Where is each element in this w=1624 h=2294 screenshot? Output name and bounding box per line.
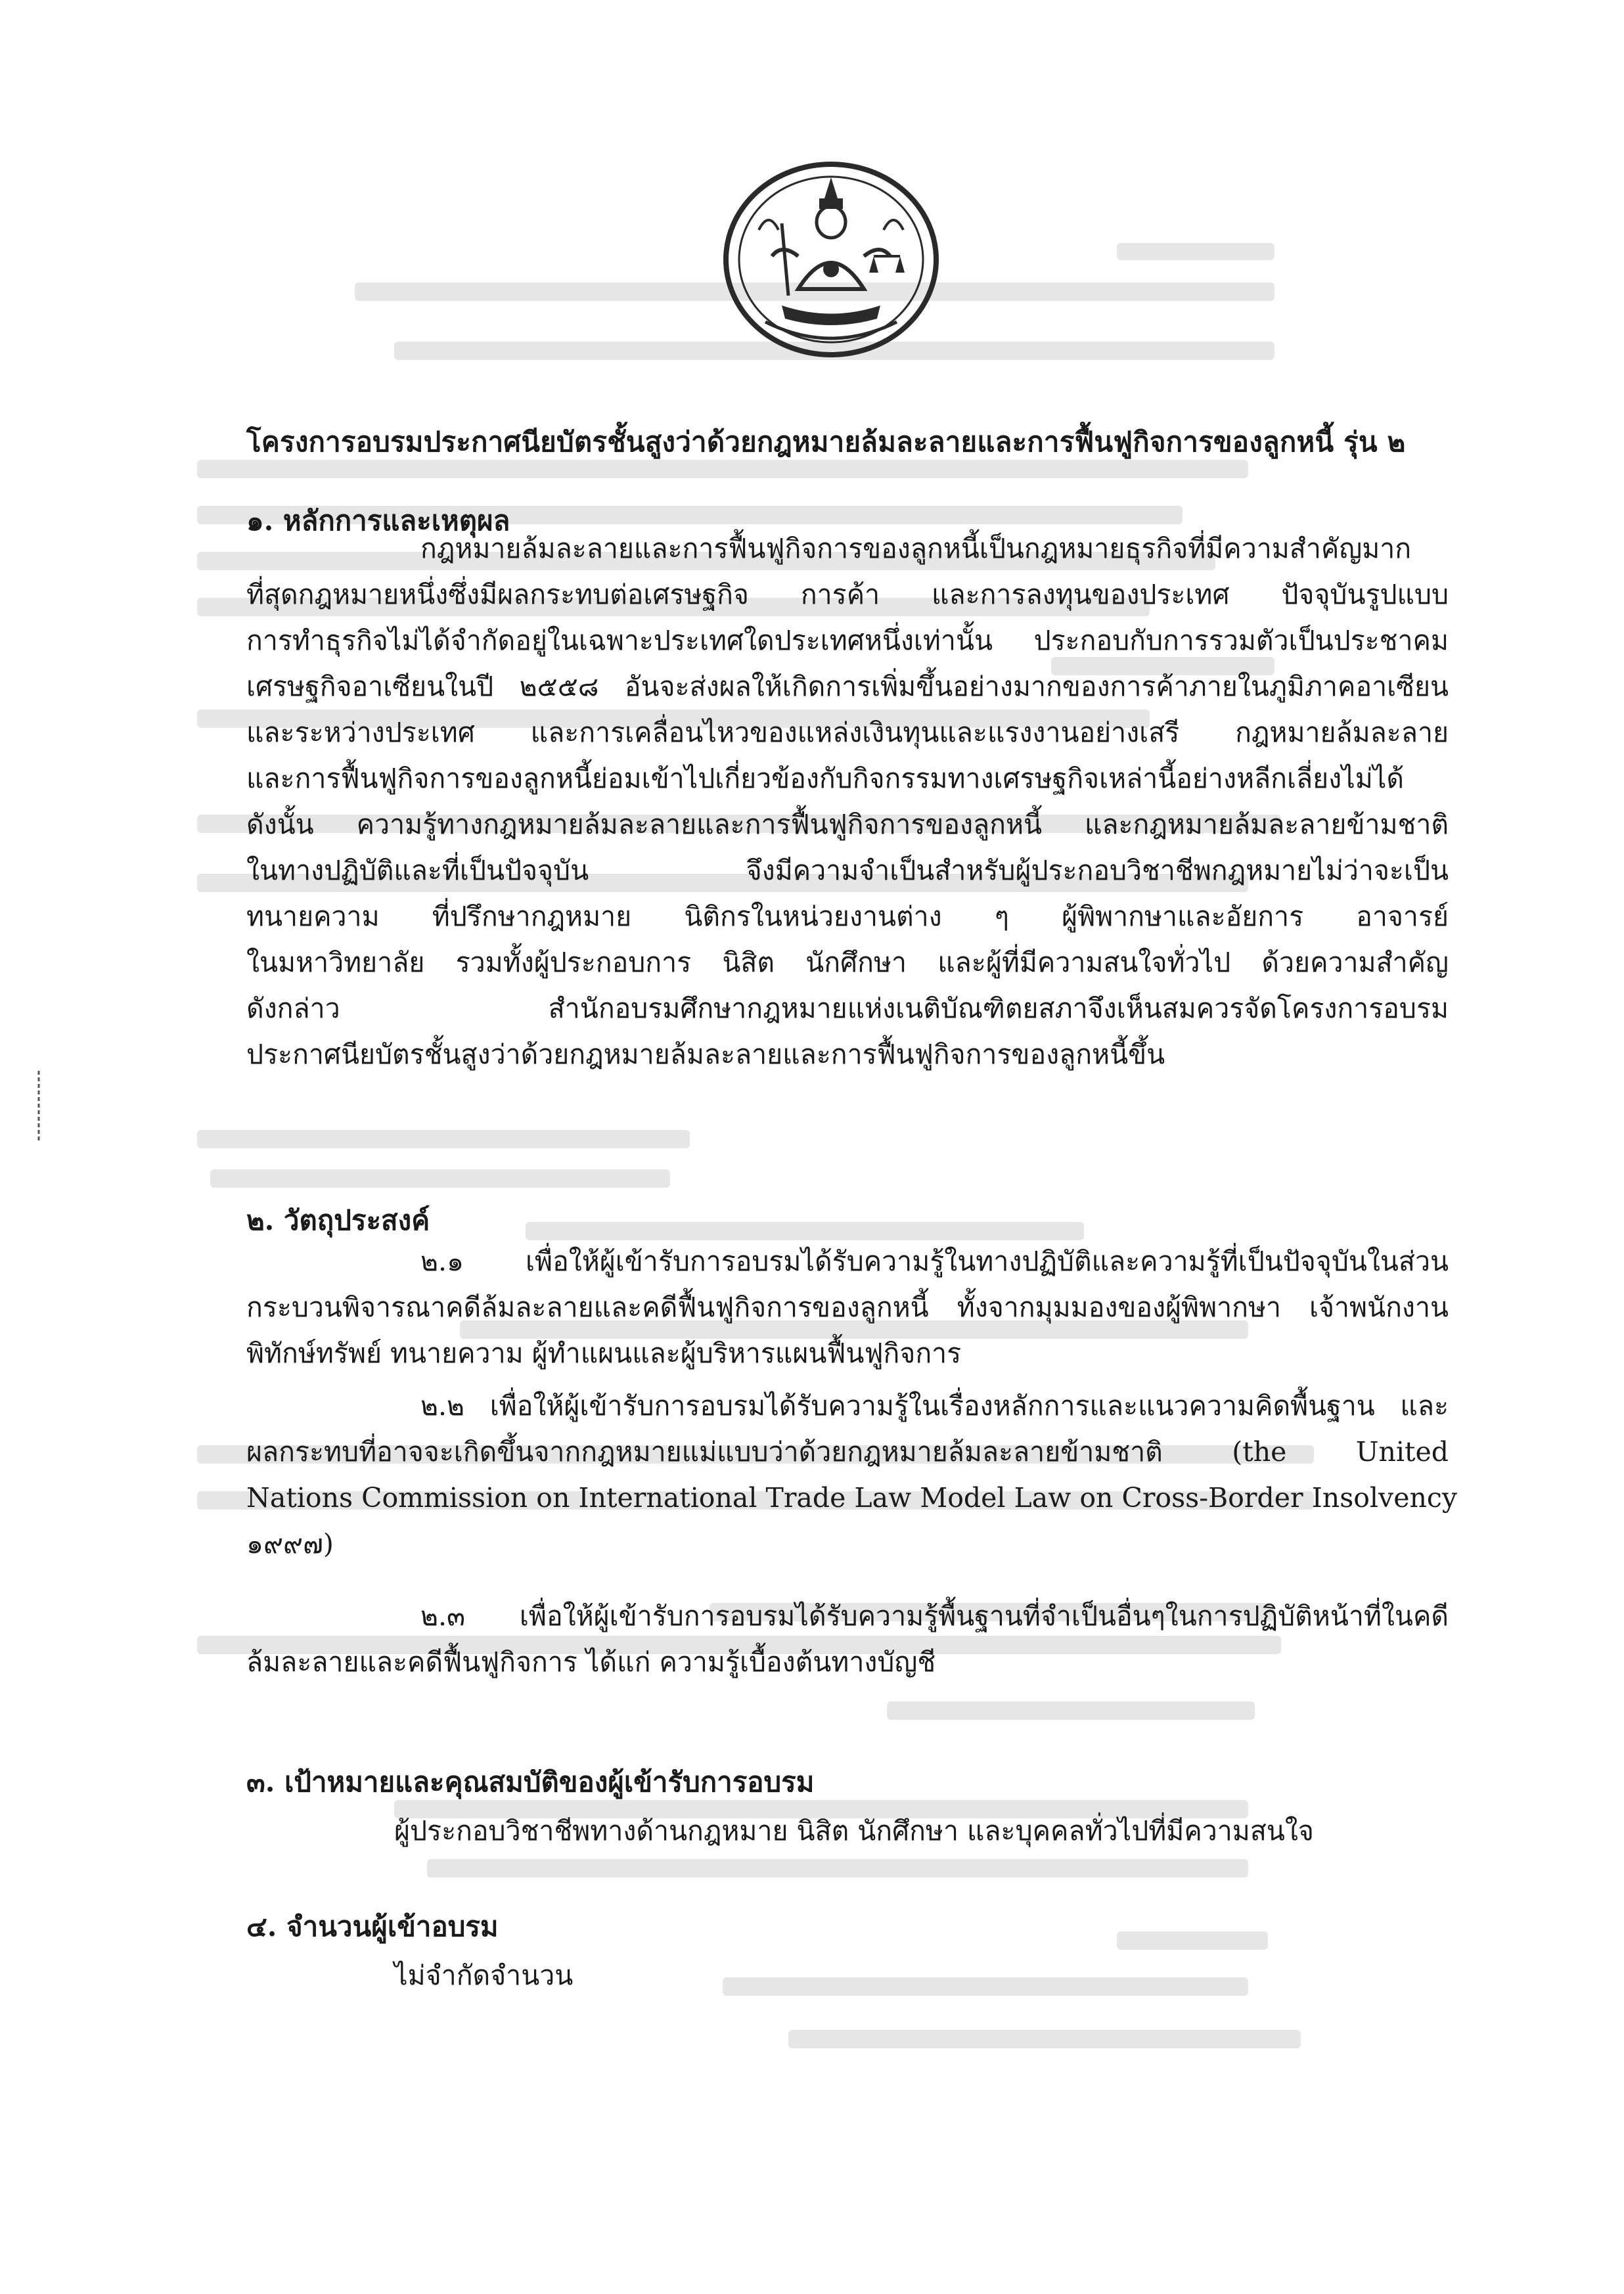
section-1-body	[246, 526, 1449, 1077]
body-line: กระบวนพิจารณาคดีล้มละลายและคดีฟื้นฟูกิจการของลูกหนี้ ทั้งจากมุมมองของผู้พิพากษา เจ้าพนักงาน	[246, 1292, 1449, 1323]
objective-2-3	[246, 1593, 1449, 1685]
section-3-body: ผู้ประกอบวิชาชีพทางด้านกฎหมาย นิสิต นักศึกษา และบุคคลทั่วไปที่มีความสนใจ	[394, 1815, 1314, 1847]
body-line: ๒.๑ เพื่อให้ผู้เข้ารับการอบรมได้รับความรู้ในทางปฏิบัติและความรู้ที่เป็นปัจจุบันในส่วน	[420, 1246, 1449, 1277]
document-title: โครงการอบรมประกาศนียบัตรชั้นสูงว่าด้วยกฎหมายล้มละลายและการฟื้นฟูกิจการของลูกหนี้ รุ่น ๒	[246, 426, 1406, 458]
body-line: Nations Commission on International Trade Law Model Law on Cross-Border Insolvency	[246, 1482, 1457, 1514]
section-3-heading: ๓. เป้าหมายและคุณสมบัติของผู้เข้ารับการอบรม	[246, 1766, 815, 1798]
thai-bar-council-seal-icon	[719, 158, 943, 361]
body-line: ในมหาวิทยาลัย รวมทั้งผู้ประกอบการ นิสิต นักศึกษา และผู้ที่มีความสนใจทั่วไป ด้วยความสำคัญ	[246, 947, 1449, 978]
section-2-heading: ๒. วัตถุประสงค์	[246, 1204, 430, 1236]
body-line: เศรษฐกิจอาเซียนในปี ๒๕๕๘ อันจะส่งผลให้เกิดการเพิ่มขึ้นอย่างมากของการค้าภายในภูมิภาคอาเซียน	[246, 671, 1449, 702]
body-line: ในทางปฏิบัติและที่เป็นปัจจุบัน จึงมีความจำเป็นสำหรับผู้ประกอบวิชาชีพกฎหมายไม่ว่าจะเป็น	[246, 855, 1449, 886]
body-line: และการฟื้นฟูกิจการของลูกหนี้ย่อมเข้าไปเกี่ยวข้องกับกิจกรรมทางเศรษฐกิจเหล่านี้อย่างหลีกเลี่ยงไม่ได้	[246, 763, 1405, 794]
body-line: ดังกล่าว สำนักอบรมศึกษากฎหมายแห่งเนติบัณฑิตยสภาจึงเห็นสมควรจัดโครงการอบรม	[246, 993, 1449, 1024]
body-line: ๒.๓ เพื่อให้ผู้เข้ารับการอบรมได้รับความรู้พื้นฐานที่จำเป็นอื่นๆในการปฏิบัติหน้าที่ในคดี	[420, 1600, 1449, 1632]
scan-edge-mark	[36, 1071, 41, 1143]
body-line: ๒.๒ เพื่อให้ผู้เข้ารับการอบรมได้รับความรู้ในเรื่องหลักการและแนวความคิดพื้นฐาน และ	[420, 1390, 1449, 1422]
body-line: ประกาศนียบัตรชั้นสูงว่าด้วยกฎหมายล้มละลายและการฟื้นฟูกิจการของลูกหนี้ขึ้น	[246, 1039, 1165, 1070]
body-line: การทำธุรกิจไม่ได้จำกัดอยู่ในเฉพาะประเทศใดประเทศหนึ่งเท่านั้น ประกอบกับการรวมตัวเป็นประชาคม	[246, 625, 1449, 656]
section-1-heading: ๑. หลักการและเหตุผล	[246, 505, 510, 537]
body-line: ดังนั้น ความรู้ทางกฎหมายล้มละลายและการฟื้นฟูกิจการของลูกหนี้ และกฎหมายล้มละลายข้ามชาติ	[246, 809, 1449, 840]
objective-2-1	[246, 1238, 1449, 1376]
body-line: ผลกระทบที่อาจจะเกิดขึ้นจากกฎหมายแม่แบบว่าด้วยกฎหมายล้มละลายข้ามชาติ (the United	[246, 1436, 1449, 1468]
body-line: ล้มละลายและคดีฟื้นฟูกิจการ ได้แก่ ความรู้เบื้องต้นทางบัญชี	[246, 1646, 936, 1678]
body-line: และระหว่างประเทศ และการเคลื่อนไหวของแหล่งเงินทุนและแรงงานอย่างเสรี กฎหมายล้มละลาย	[246, 717, 1449, 748]
section-4-heading: ๔. จำนวนผู้เข้าอบรม	[246, 1910, 499, 1943]
body-line: ทนายความ ที่ปรึกษากฎหมาย นิติกรในหน่วยงานต่าง ๆ ผู้พิพากษาและอัยการ อาจารย์	[246, 901, 1449, 932]
body-line: ๑๙๙๗)	[246, 1528, 334, 1560]
objective-2-2	[246, 1383, 1457, 1567]
section-4-body: ไม่จำกัดจำนวน	[394, 1960, 574, 1991]
body-line: กฎหมายล้มละลายและการฟื้นฟูกิจการของลูกหนี้เป็นกฎหมายธุรกิจที่มีความสำคัญมาก	[420, 533, 1412, 564]
body-line: พิทักษ์ทรัพย์ ทนายความ ผู้ทำแผนและผู้บริหารแผนฟื้นฟูกิจการ	[246, 1338, 962, 1369]
body-line: ที่สุดกฎหมายหนึ่งซึ่งมีผลกระทบต่อเศรษฐกิจ การค้า และการลงทุนของประเทศ ปัจจุบันรูปแบบ	[246, 579, 1449, 610]
